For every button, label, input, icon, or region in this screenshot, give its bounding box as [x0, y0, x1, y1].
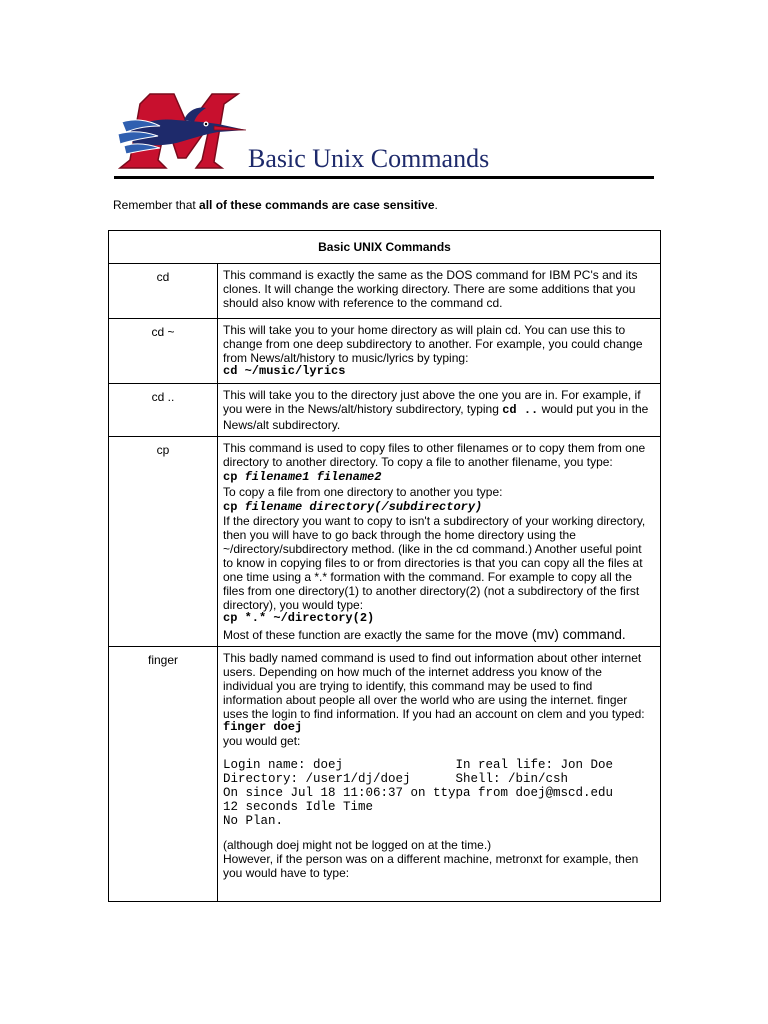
- cd-up-text-after: would put you in the News/alt subdirectory.: [223, 402, 649, 432]
- cd-up-text-before: This will take you to the directory just above the one you are in. For example, if you were in the News/alt/history subdirectory, typing: [223, 388, 641, 416]
- cp-code-1: [223, 469, 654, 485]
- table-row: [109, 646, 661, 901]
- finger-text-2: you would get:: [223, 734, 301, 748]
- cp-text-4-move: move (mv) command.: [495, 626, 626, 642]
- table-heading: Basic UNIX Commands: [109, 231, 661, 264]
- intro-suffix: .: [434, 198, 438, 212]
- table-row: [109, 437, 661, 647]
- table-header-row: [109, 231, 661, 264]
- cd-home-code: cd ~/music/lyrics: [223, 364, 346, 378]
- cp-text-3: If the directory you want to copy to isn't a subdirectory of your working directory, then you will have to go back through the home directory using the ~/directory/subdirectory method. (like in the cd command.) Another useful point to know in copying files to or from directories is that you can copy all the files at one time using a *.* formation with the command. For example to copy all the files from one directory(1) to another directory(2) (not a subdirectory of the first directory), you would type:: [223, 514, 646, 612]
- cp-text-4: [223, 628, 654, 642]
- roadrunner-m-logo: [114, 88, 248, 172]
- finger-text-4: However, if the person was on a different machine, metronxt for example, then you would have to type:: [223, 852, 639, 880]
- cp-text-4-before: Most of these function are exactly the same for the: [223, 627, 496, 642]
- command-name-cd: cd: [109, 264, 218, 319]
- document-title: Basic Unix Commands: [248, 144, 490, 173]
- command-name-cd-up: cd ..: [109, 384, 218, 437]
- cp-code-3: cp *.* ~/directory(2): [223, 611, 375, 625]
- cd-text: This command is exactly the same as the DOS command for IBM PC's and its clones. It will change the working directory. There are some additions that you should also know with reference to the command cd.: [223, 268, 638, 310]
- table-row: [109, 319, 661, 384]
- cp-code-2-cmd: cp: [223, 499, 245, 514]
- command-desc-cp: [218, 437, 661, 647]
- commands-table: [108, 230, 661, 902]
- finger-code: finger doej: [223, 719, 303, 734]
- cp-code-1-args: filename1 filename2: [244, 470, 382, 484]
- cd-up-paragraph: [223, 388, 654, 432]
- intro-prefix: Remember that: [113, 198, 200, 212]
- logo-bird-feathers: [118, 120, 160, 154]
- command-name-finger: finger: [109, 646, 218, 901]
- command-desc-cd-home: [218, 319, 661, 384]
- intro-note: [113, 197, 438, 213]
- intro-emphasis: all of these commands are case sensitive: [199, 198, 435, 212]
- command-name-cd-home: cd ~: [109, 319, 218, 384]
- command-desc-cd: [218, 264, 661, 319]
- cp-text-2: To copy a file from one directory to another you type:: [223, 484, 503, 499]
- command-name-cp: cp: [109, 437, 218, 647]
- cp-code-1-cmd: cp: [223, 470, 245, 484]
- finger-text-3: (although doej might not be logged on at the time.): [223, 838, 492, 852]
- cp-code-2-args: filename directory(/subdirectory): [244, 499, 483, 514]
- command-desc-cd-up: [218, 384, 661, 437]
- cd-home-text: This will take you to your home directory as will plain cd. You can use this to change from one deep subdirectory to another. For example, you could change from News/alt/history to music/lyrics by typing:: [223, 323, 643, 365]
- command-desc-finger: [218, 646, 661, 901]
- cp-code-2: [223, 499, 654, 515]
- table-row: [109, 264, 661, 319]
- finger-output: Login name: doej In real life: Jon Doe Directory: /user1/dj/doej Shell: /bin/csh On since Jul 18 11:06:37 on ttypa from doej@mscd.edu 12 seconds Idle Time No Plan.: [223, 758, 614, 828]
- cd-up-code: cd ..: [502, 403, 539, 417]
- cp-text-1: This command is used to copy files to other filenames or to copy them from one directory to another directory. To copy a file to another filename, you type:: [223, 441, 646, 469]
- title-divider: [114, 176, 654, 179]
- table-row: [109, 384, 661, 437]
- finger-text-1: This badly named command is used to find out information about other internet users. Depending on how much of the internet address you know of the individual you are trying to identify, this command may be used to find information about people all over the world who are using the internet. finger uses the login to find information. If you had an account on clem and you typed:: [223, 650, 645, 721]
